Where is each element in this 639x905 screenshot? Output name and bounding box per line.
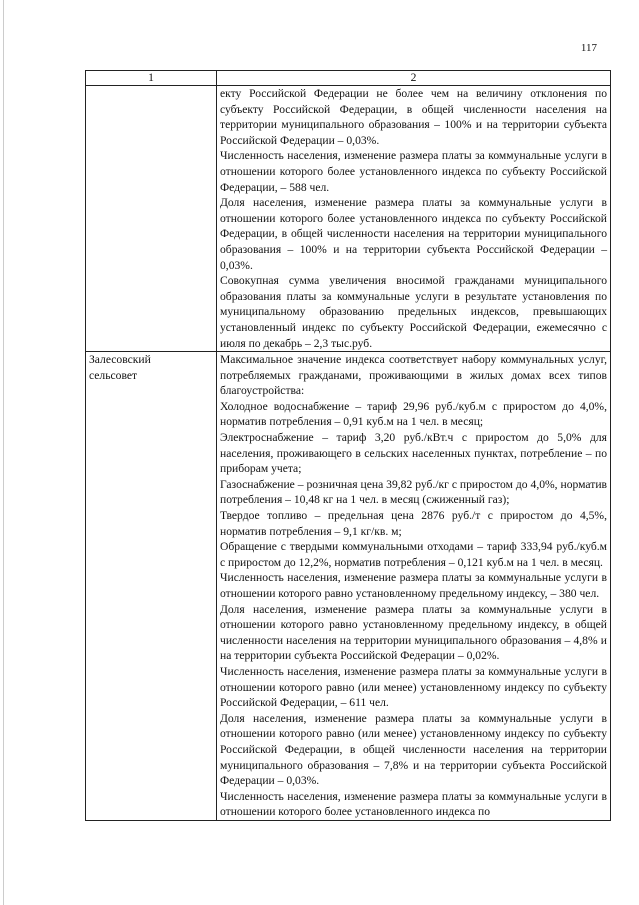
municipality-cell [86, 86, 217, 352]
paragraph: Твердое топливо – предельная цена 2876 руб./т с приростом до 4,5%, норматив потребления – 9,1 кг/кв. м; [220, 509, 607, 538]
paragraph: Обращение с твердыми коммунальными отходами – тариф 333,94 руб./куб.м с приростом до 12,2%, норматив потребления – 0,121 куб.м на 1 чел. в месяц. [220, 540, 607, 569]
paragraph: Численность населения, изменение размера платы за коммунальные услуги в отношении которого более установленного индекса по [220, 789, 607, 819]
column-header-2: 2 [217, 71, 611, 86]
paragraph: екту Российской Федерации не более чем на величину отклонения по субъекту Российской Федерации, в общей численности населения на территории муниципального образования – 100% и на территории субъекта Российской Федерации – 0,03%. [220, 87, 607, 147]
page-number: 117 [580, 42, 597, 54]
paragraph: Численность населения, изменение размера платы за коммунальные услуги в отношении которого равно (или менее) установленному индексу по субъекту Российской Федерации, – 611 чел. [220, 664, 607, 710]
paragraph: Электроснабжение – тариф 3,20 руб./кВт.ч с приростом до 5,0% для населения, проживающего в сельских населенных пунктах, потребление – по приборам учета; [220, 431, 607, 476]
table-row-continuation [86, 86, 611, 352]
paragraph: Совокупная сумма увеличения вносимой гражданами муниципального образования платы за коммунальные услуги в результате установления по муниципальному образованию предельных индексов, превышающих установленный индекс по субъекту Российской Федерации, ежемесячно с июля по декабрь – 2,3 тыс.руб. [220, 274, 607, 350]
municipality-name-line: сельсовет [89, 368, 138, 382]
municipality-cell [86, 352, 217, 821]
paragraph: Доля населения, изменение размера платы за коммунальные услуги в отношении которого равно (или менее) установленному индексу по субъекту Российской Федерации, в общей численности населения на территории муниципального образования – 7,8% и на территории субъекта Российской Федерации – 0,03%. [220, 711, 607, 788]
description-cell [217, 86, 611, 352]
paragraph: Доля населения, изменение размера платы за коммунальные услуги в отношении которого более установленного индекса по субъекту Российской Федерации, в общей численности населения на территории муниципального образования – 100% и на территории субъекта Российской Федерации – 0,03%. [220, 196, 607, 272]
paragraph: Холодное водоснабжение – тариф 29,96 руб./куб.м с приростом до 4,0%, норматив потребления – 0,91 куб.м на 1 чел. в месяц; [220, 399, 607, 429]
scan-edge-line [3, 0, 4, 905]
municipality-name-line: Залесовский [89, 353, 151, 367]
table-header-row [86, 71, 611, 86]
paragraph: Численность населения, изменение размера платы за коммунальные услуги в отношении которого более установленного индекса по субъекту Российской Федерации, – 588 чел. [220, 149, 607, 194]
column-header-1: 1 [86, 71, 217, 86]
paragraph: Максимальное значение индекса соответствует набору коммунальных услуг, потребляемых гражданами, проживающими в жилых домах всех типов благоустройства: [220, 353, 607, 398]
description-cell [217, 352, 611, 821]
paragraph: Доля населения, изменение размера платы за коммунальные услуги в отношении которого равно установленному предельному индексу, в общей численности населения на территории муниципального образования – 4,8% и на территории субъекта Российской Федерации – 0,02%. [220, 602, 607, 663]
paragraph: Газоснабжение – розничная цена 39,82 руб./кг с приростом до 4,0%, норматив потребления – 10,48 кг на 1 чел. в месяц (сжиженный газ); [220, 477, 607, 507]
tariff-table [85, 70, 611, 821]
paragraph: Численность населения, изменение размера платы за коммунальные услуги в отношении которого равно установленному предельному индексу, – 380 чел. [220, 571, 607, 600]
table-row-zalesovsky [86, 352, 611, 821]
